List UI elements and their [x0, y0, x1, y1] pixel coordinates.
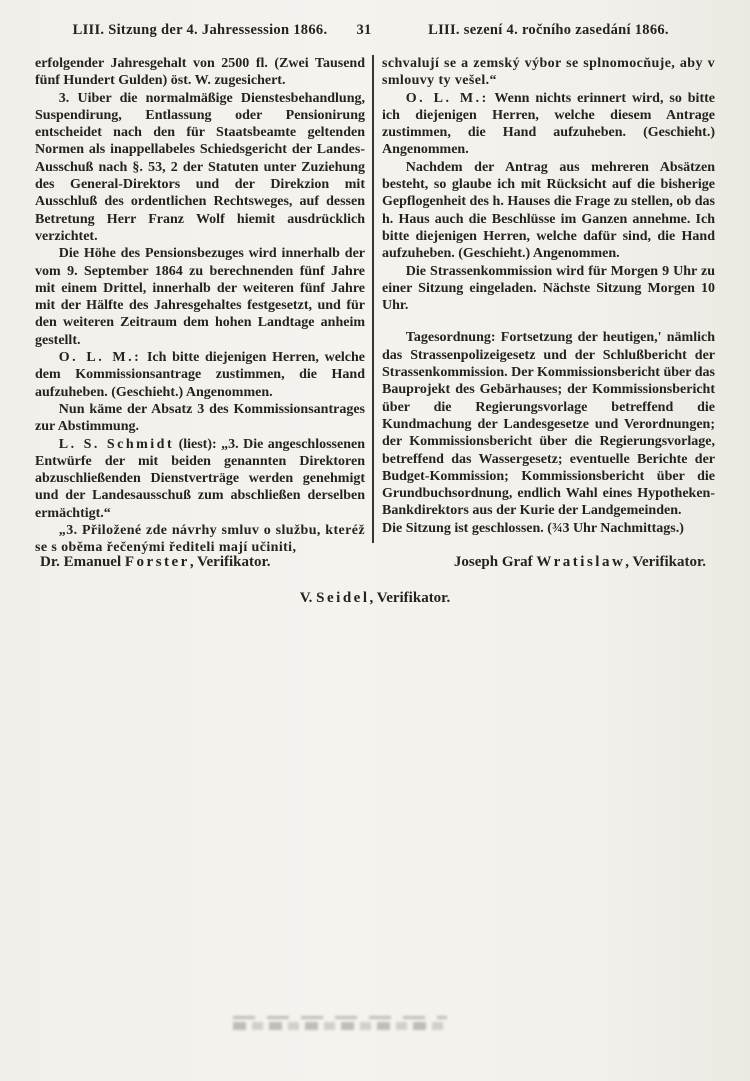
spaced-name: O. L. M.:	[58, 350, 142, 366]
signature-right	[454, 554, 706, 571]
paragraph	[382, 90, 715, 159]
spaced-name: Seidel	[316, 590, 370, 606]
text-run: , Verifikator.	[369, 590, 451, 606]
text-run: „3. Přiložené zde návrhy smluv o službu, kteréž se s oběma řečenými řediteli mají učiniti,	[35, 523, 365, 556]
faint-ink-smudge	[233, 1016, 447, 1031]
paragraph	[382, 55, 715, 90]
text-run: Die Höhe des Pensionsbezuges wird innerhalb der vom 9. September 1864 zu berechnenden fünf Jahre mit einem Drittel, innerhalb der weiteren fünf Jahre mit der Hälfte des Jahresgehaltes festgesetzt, und für den weiteren Zeitraum dem hohen Landtage anheim gestellt.	[35, 246, 365, 348]
paragraph	[35, 90, 365, 246]
text-run: V.	[299, 590, 317, 606]
text-run: erfolgender Jahresgehalt von 2500 fl. (Zwei Tausend fünf Hundert Gulden) öst. W. zugesichert.	[35, 56, 365, 89]
text-run: Die Strassenkommission wird für Morgen 9 Uhr zu einer Sitzung eingeladen. Nächste Sitzung Morgen 10 Uhr.	[382, 263, 715, 314]
text-run: Wenn nichts erinnert wird, so bitte ich diejenigen Herren, welche diesem Antrage zustimmen, die Hand aufzuheben. (Geschieht.) Angenommen.	[382, 90, 715, 158]
text-run: (liest): „3. Die angeschlossenen Entwürfe der mit beiden genannten Direktoren abzuschließenden Dienstverträge werden genehmigt und der Landesausschuß zum abschließen derselben ermächtigt.“	[35, 436, 365, 521]
spaced-name: L. S. Schmidt	[58, 436, 175, 452]
paragraph	[382, 159, 715, 263]
paragraph	[35, 55, 365, 90]
header-title-german: LIII. Sitzung der 4. Jahressession 1866.	[72, 22, 328, 38]
paragraph	[35, 436, 365, 522]
text-run: Nachdem der Antrag aus mehreren Absätzen besteht, so glaube ich mit Rücksicht auf die bisherige Gepflogenheit des h. Hauses die Frage zu stellen, ob das h. Haus auch die Beschlüsse im Ganzen annehme. Ich bitte diejenigen Herren, welche dafür sind, die Hand aufzuheben. (Geschieht.) Angenommen.	[382, 159, 715, 262]
column-left	[35, 55, 365, 557]
column-right	[382, 55, 715, 537]
paragraph	[35, 522, 365, 557]
signature-left	[40, 554, 271, 571]
text-run: Tagesordnung: Fortsetzung der heutigen,' nämlich das Strassenpolizeigesetz und der Schlußbericht der Strassenkommission. Der Kommissionsbericht über das Bauprojekt des Gebärhauses; der Kommissionsbericht über die Regierungsvorlage betreffend die Kundmachung der Landesgesetze und Verordnungen; der Kommissionsbericht über die Regierungsvorlage, betreffend das Wassergesetz; eventuelle Berichte der Budget-Kommission; Kommissionsbericht über die Grundbuchsordnung, endlich Wahl eines Hypotheken-Bankdirektors aus der Kurie der Landgemeinden.	[382, 330, 715, 519]
smudge-line	[233, 1016, 447, 1019]
paragraph	[382, 329, 715, 519]
spaced-name: Forster	[124, 554, 190, 570]
paragraph	[382, 520, 715, 537]
running-head	[0, 22, 750, 42]
spaced-name: Wratislaw	[536, 554, 626, 570]
signature-center	[0, 590, 750, 607]
text-run: 3. Uiber die normalmäßige Dienstesbehandlung, Suspendirung, Entlassung oder Pensionirung entscheidet nach den für Staatsbeamte geltenden Normen als inappellabeles Schiedsgericht der Landes-Ausschuß nach §. 53, 2 der Statuten unter Zuziehung des General-Direktors und der Direkzion mit Ausschluß des ordentlichen Rechtsweges, auf dessen Betretung Herr Franz Wolf hiemit ausdrücklich verzichtet.	[35, 90, 365, 244]
paragraph	[35, 401, 365, 436]
column-divider-rule	[372, 55, 374, 543]
text-run: , Verifikator.	[189, 554, 271, 570]
header-title-czech: LIII. sezení 4. ročního zasedání 1866.	[428, 22, 669, 38]
paragraph	[35, 349, 365, 401]
text-run: Ich bitte diejenigen Herren, welche dem Kommissionsantrage zustimmen, die Hand aufzuheben. (Geschieht.) Angenommen.	[35, 350, 366, 400]
text-run: Die Sitzung ist geschlossen. (¾3 Uhr Nachmittags.)	[382, 520, 684, 536]
spaced-name: O. L. M.:	[405, 90, 489, 106]
smudge-line	[233, 1022, 447, 1030]
text-run: Dr. Emanuel	[40, 554, 125, 570]
text-run: Joseph Graf	[453, 554, 537, 570]
text-run: schvalují se a zemský výbor se splnomocňuje, aby v smlouvy ty vešel.“	[382, 56, 715, 89]
text-run: , Verifikator.	[625, 554, 706, 570]
paragraph	[382, 263, 715, 315]
text-run: Nun käme der Absatz 3 des Kommissionsantrages zur Abstimmung.	[35, 401, 365, 435]
paragraph	[35, 245, 365, 349]
page-number: 31	[356, 22, 372, 38]
